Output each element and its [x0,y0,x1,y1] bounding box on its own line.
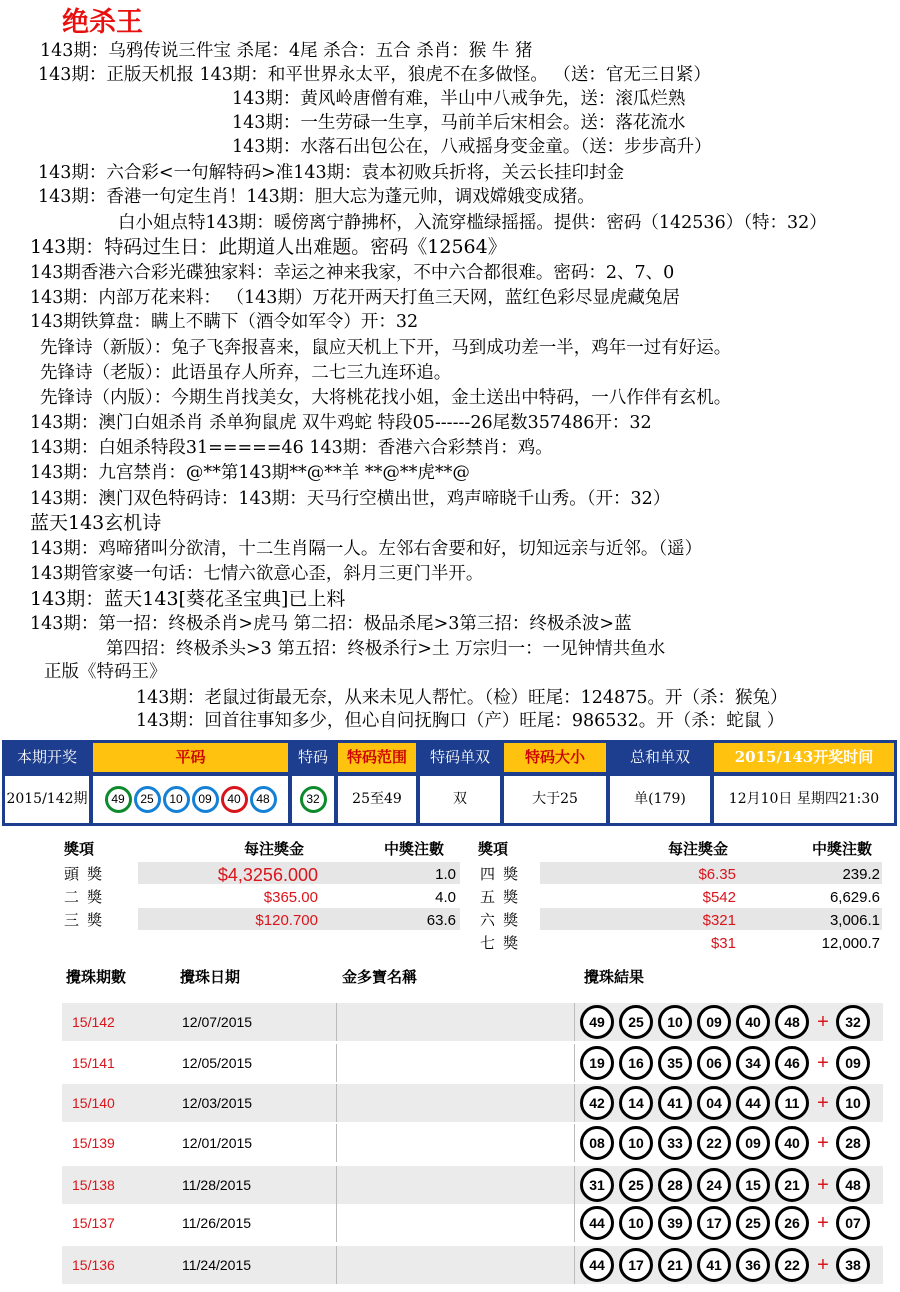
result-header: 本期开奖 [5,743,89,772]
number-ball: 44 [580,1248,614,1282]
prize-name: 五 獎 [480,889,521,906]
result-numbers [93,776,288,823]
number-ball: 11 [775,1086,809,1120]
prediction-line: 143期：香港一句定生肖！143期：胆大忘为蓬元帅，调戏嫦娥变成猪。 [38,187,595,207]
history-balls [580,1086,875,1120]
prize-amount: $365.00 [263,889,318,906]
column-divider [336,1166,337,1204]
prize-count: 63.6 [426,912,456,929]
prediction-line: 143期：白姐杀特段31=====46 143期：香港六合彩禁肖：鸡。 [30,438,553,458]
number-ball: 49 [105,786,132,813]
prize-amount: $542 [702,889,736,906]
prize-amount: $120.700 [255,912,318,929]
history-period: 15/140 [72,1095,115,1111]
number-ball: 25 [619,1005,653,1039]
number-ball: 21 [658,1248,692,1282]
number-ball: 10 [619,1126,653,1160]
prize-name: 頭 獎 [64,866,105,883]
prize-row [0,931,900,953]
history-balls [580,1005,875,1039]
result-header: 特码大小 [504,743,606,772]
history-period: 15/139 [72,1135,115,1151]
prize-amount: $321 [702,912,736,929]
history-date: 12/05/2015 [182,1055,253,1071]
number-ball: 17 [697,1206,731,1240]
column-divider [574,1003,575,1041]
prize-count: 3,006.1 [829,912,880,929]
special-ball: 10 [836,1086,870,1120]
result-range: 25至49 [338,776,416,823]
special-ball: 48 [836,1168,870,1202]
number-ball: 44 [736,1086,770,1120]
number-ball: 21 [775,1168,809,1202]
prediction-line: 先锋诗（老版）：此语虽存人所弃，二七三九连环追。 [40,363,452,383]
column-divider [336,1246,337,1284]
history-row [62,1166,883,1204]
prize-count: 239.2 [842,866,880,883]
prediction-line: 143期：九宫禁肖：@**第143期**@**羊 **@**虎**@ [30,463,470,483]
number-ball: 41 [697,1248,731,1282]
prediction-line: 143期：蓝天143[葵花圣宝典]已上料 [30,588,346,610]
history-row [62,1124,883,1162]
column-divider [574,1204,575,1242]
prediction-line: 143期：澳门白姐杀肖 杀单狗鼠虎 双牛鸡蛇 特段05------26尾数357486开：32 [30,413,652,433]
prize-name: 二 獎 [64,889,105,906]
column-divider [336,1044,337,1082]
number-ball: 15 [736,1168,770,1202]
column-divider [574,1084,575,1122]
prediction-line: 正版《特码王》 [44,662,167,682]
prediction-line: 143期：一生劳碌一生享，马前羊后宋相会。送：落花流水 [232,113,686,133]
history-date: 11/26/2015 [182,1215,252,1231]
result-header: 总和单双 [610,743,710,772]
prize-header-amount: 每注獎金 [244,841,305,858]
history-header-name: 金多寶名稱 [342,968,418,986]
number-ball: 25 [134,786,161,813]
number-ball: 10 [619,1206,653,1240]
result-odd-even: 双 [420,776,500,823]
prediction-line: 143期：第一招：终极杀肖>虎马 第二招：极品杀尾>3第三招：终极杀波>蓝 [30,614,632,634]
number-ball: 04 [697,1086,731,1120]
prediction-line: 143期：六合彩<一句解特码>准143期：袁本初败兵折将，关云长挂印封金 [38,163,625,183]
number-ball: 24 [697,1168,731,1202]
number-ball: 41 [658,1086,692,1120]
column-divider [574,1246,575,1284]
prize-count: 6,629.6 [829,889,880,906]
column-divider [336,1124,337,1162]
number-ball: 31 [580,1168,614,1202]
number-ball: 09 [736,1126,770,1160]
number-ball: 09 [192,786,219,813]
history-period: 15/141 [72,1055,115,1071]
history-balls [580,1046,875,1080]
prize-count: 12,000.7 [821,935,880,952]
number-ball: 14 [619,1086,653,1120]
plus-sign: + [817,1091,829,1114]
prediction-line: 143期：水落石出包公在，八戒摇身变金童。（送：步步高升） [232,137,712,157]
prize-header-count: 中獎注數 [384,841,445,858]
number-ball: 10 [658,1005,692,1039]
number-ball: 22 [697,1126,731,1160]
number-ball: 40 [775,1126,809,1160]
plus-sign: + [817,1253,829,1276]
plus-sign: + [817,1051,829,1074]
page-title: 绝杀王 [62,7,143,38]
prediction-line: 第四招：终极杀头>3 第五招：终极杀行>土 万宗归一：一见钟情共鱼水 [106,639,666,659]
number-ball: 44 [580,1206,614,1240]
number-ball: 09 [697,1005,731,1039]
result-header: 平码 [93,743,288,772]
result-sum: 单(179) [610,776,710,823]
history-period: 15/136 [72,1257,115,1273]
number-ball: 16 [619,1046,653,1080]
prize-header-name: 獎項 [64,841,95,858]
history-row [62,1204,883,1242]
special-ball: 32 [300,786,327,813]
history-balls [580,1206,875,1240]
history-row [62,1044,883,1082]
prize-name: 三 獎 [64,912,105,929]
result-header: 特码单双 [420,743,500,772]
column-divider [336,1003,337,1041]
number-ball: 48 [250,786,277,813]
prize-row [0,908,900,930]
column-divider [574,1044,575,1082]
number-ball: 49 [580,1005,614,1039]
number-ball: 42 [580,1086,614,1120]
plus-sign: + [817,1131,829,1154]
prediction-line: 143期：正版天机报 143期：和平世界永太平，狼虎不在多做怪。 （送：官无三日紧） [38,65,711,85]
number-ball: 40 [736,1005,770,1039]
special-ball: 09 [836,1046,870,1080]
prediction-line: 143期：乌鸦传说三件宝 杀尾：4尾 杀合：五合 杀肖：猴 牛 猪 [40,41,533,61]
history-header-date: 攪珠日期 [180,968,241,986]
number-ball: 08 [580,1126,614,1160]
result-special [292,776,334,823]
prediction-line: 143期：鸡啼猪叫分欲清，十二生肖隔一人。左邻右舍要和好，切知远亲与近邻。（遥） [30,539,703,559]
special-ball: 32 [836,1005,870,1039]
number-ball: 35 [658,1046,692,1080]
special-ball: 38 [836,1248,870,1282]
history-date: 12/01/2015 [182,1135,253,1151]
history-header-period: 攪珠期數 [66,968,127,986]
number-ball: 06 [697,1046,731,1080]
prize-amount: $4,3256.000 [217,865,318,885]
prediction-line: 先锋诗（新版）：兔子飞奔报喜来，鼠应天机上下开，马到成功差一半，鸡年一过有好运。 [40,338,732,358]
result-next-time: 12月10日 星期四21:30 [714,776,894,823]
history-date: 12/07/2015 [182,1014,253,1030]
number-ball: 17 [619,1248,653,1282]
prize-row [0,862,900,884]
history-balls [580,1168,875,1202]
column-divider [574,1124,575,1162]
plus-sign: + [817,1211,829,1234]
prize-name: 七 獎 [480,935,521,952]
history-balls [580,1126,875,1160]
history-row [62,1084,883,1122]
plus-sign: + [817,1010,829,1033]
number-ball: 25 [619,1168,653,1202]
prediction-line: 143期香港六合彩光碟独家料：幸运之神来我家，不中六合都很难。密码：2、7、0 [30,263,675,283]
number-ball: 48 [775,1005,809,1039]
prize-header-count: 中獎注數 [812,841,873,858]
prize-row [0,885,900,907]
number-ball: 28 [658,1168,692,1202]
result-period: 2015/142期 [5,776,89,823]
prediction-line: 143期：澳门双色特码诗：143期：天马行空横出世，鸡声啼晓千山秀。（开：32） [30,489,671,509]
prediction-line: 143期铁算盘：瞒上不瞒下（酒令如军令）开：32 [30,312,419,332]
prediction-line: 先锋诗（内版）：今期生肖找美女，大将桃花找小姐，金土送出中特码，一八作伴有玄机。 [40,388,732,408]
special-ball: 07 [836,1206,870,1240]
column-divider [336,1084,337,1122]
prize-header-name: 獎項 [478,841,509,858]
history-row [62,1246,883,1284]
number-ball: 40 [221,786,248,813]
prediction-line: 143期：回首往事知多少，但心自问抚胸口（产）旺尾：986532。开（杀：蛇鼠 ） [136,711,785,731]
history-period: 15/142 [72,1014,115,1030]
result-header: 2015/143开奖时间 [714,743,894,772]
prediction-line: 143期管家婆一句话：七情六欲意心歪，斜月三更门半开。 [30,564,484,584]
prediction-line: 143期：老鼠过街最无奈，从来未见人帮忙。（检）旺尾：124875。开（杀：猴兔） [136,688,788,708]
number-ball: 33 [658,1126,692,1160]
history-date: 11/24/2015 [182,1257,252,1273]
number-ball: 46 [775,1046,809,1080]
prize-count: 4.0 [435,889,456,906]
history-date: 11/28/2015 [182,1177,252,1193]
prediction-line: 143期：内部万花来料： （143期）万花开两天打鱼三天网，蓝红色彩尽显虎藏兔居 [30,288,680,308]
number-ball: 22 [775,1248,809,1282]
prediction-line: 蓝天143玄机诗 [30,512,162,534]
history-header-result: 攪珠結果 [584,968,645,986]
prediction-line: 143期：黄风岭唐僧有难，半山中八戒争先，送：滚瓜烂熟 [232,89,686,109]
prize-amount: $6.35 [698,866,736,883]
prize-amount: $31 [710,935,736,952]
result-header: 特码范围 [338,743,416,772]
number-ball: 25 [736,1206,770,1240]
number-ball: 26 [775,1206,809,1240]
result-header: 特码 [292,743,334,772]
plus-sign: + [817,1173,829,1196]
column-divider [336,1204,337,1242]
history-period: 15/137 [72,1215,115,1231]
history-row [62,1003,883,1041]
history-date: 12/03/2015 [182,1095,253,1111]
column-divider [574,1166,575,1204]
prize-name: 四 獎 [480,866,521,883]
number-ball: 19 [580,1046,614,1080]
prize-name: 六 獎 [480,912,521,929]
history-period: 15/138 [72,1177,115,1193]
number-ball: 39 [658,1206,692,1240]
number-ball: 34 [736,1046,770,1080]
number-ball: 36 [736,1248,770,1282]
result-table [2,740,897,826]
prize-count: 1.0 [435,866,456,883]
prediction-line: 白小姐点特143期：暖傍离宁静拂杯，入流穿槛绿摇摇。提供：密码（142536）（特：32） [118,213,827,233]
special-ball: 28 [836,1126,870,1160]
history-balls [580,1248,875,1282]
result-size: 大于25 [504,776,606,823]
number-ball: 10 [163,786,190,813]
prediction-line: 143期：特码过生日：此期道人出难题。密码《12564》 [30,236,507,258]
prize-header-amount: 每注獎金 [668,841,729,858]
